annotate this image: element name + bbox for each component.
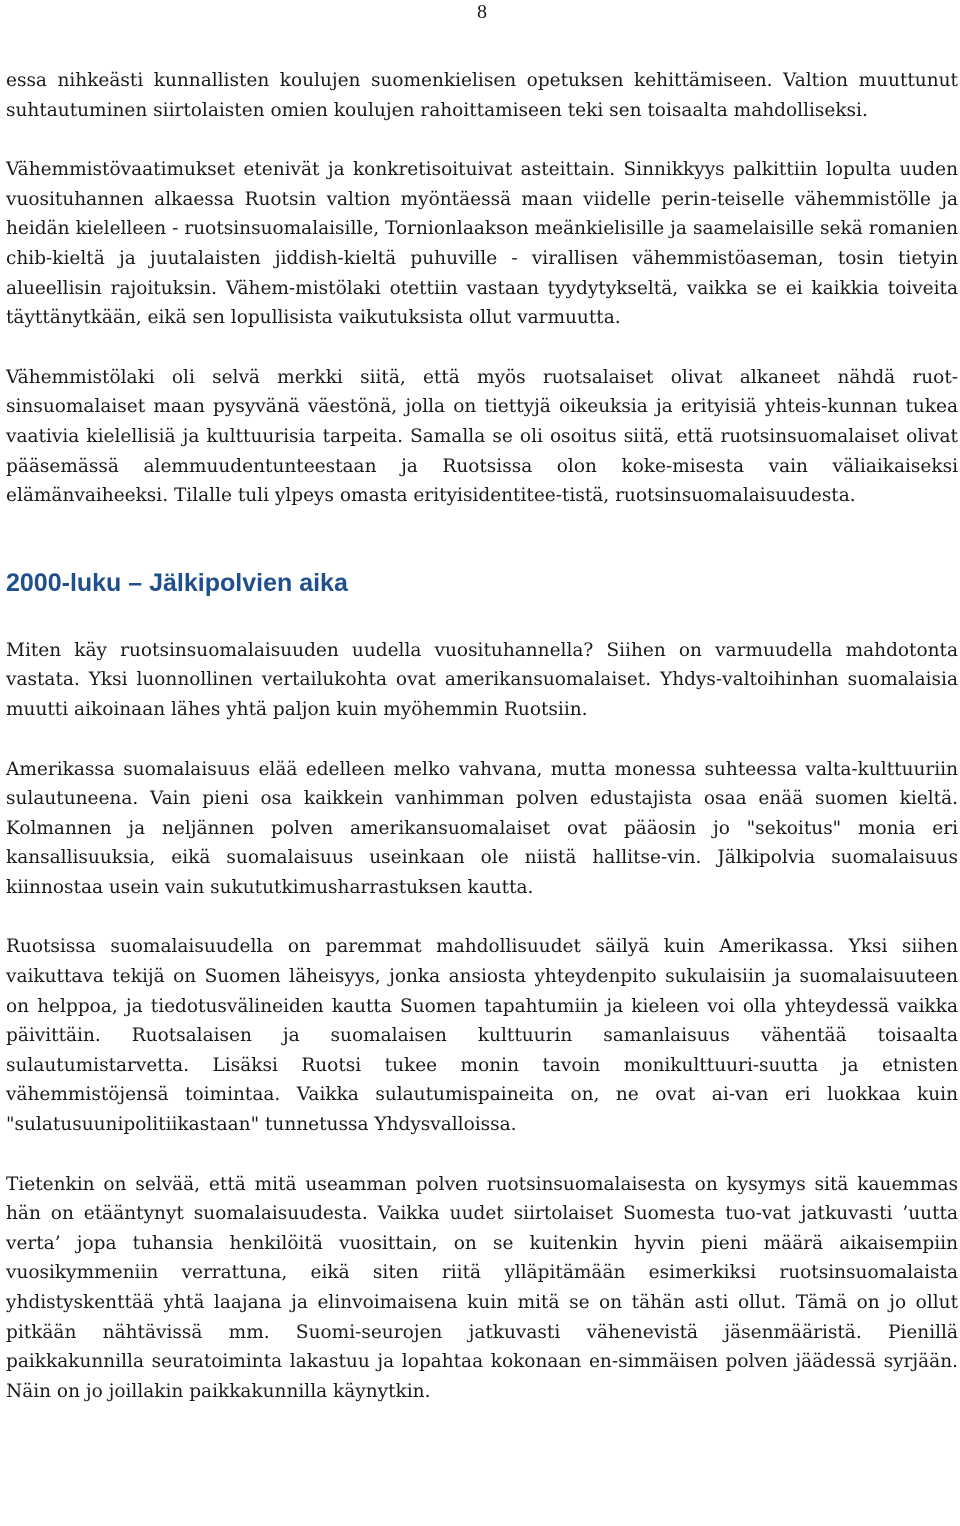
section-heading: 2000-luku – Jälkipolvien aika [6, 568, 348, 597]
paragraph-minority-status: Vähemmistövaatimukset etenivät ja konkretisoituivat asteittain. Sinnikkyys palkittiin lopulta uuden vuosituhannen alkaessa Ruotsin valtion myöntäessä maan viidelle perin-teiselle vähemmistölle ja heidän kielelleen - ruotsinsuomalaisille, Tornionlaakson meänkielisille ja saamelaisille sekä romanien chib-kieltä ja juutalaisten jiddish-kieltä puhuville - virallisen vähemmistöaseman, tosin tietyin alueellisin rajoituksin. Vähem-mistölaki otettiin vastaan tyydytykseltä, vaikka se ei kaikkia toiveita täyttänytkään, eikä sen lopullisista vaikutuksista ollut varmuutta. [6, 159, 958, 329]
paragraph-minority-law: Vähemmistölaki oli selvä merkki siitä, että myös ruotsalaiset olivat alkaneet nähdä ruot-sinsuomalaiset maan pysyvänä väestönä, jolla on tiettyjä oikeuksia ja erityisiä yhteis-kunnan tukea vaativia kielellisiä ja kulttuurisia tarpeita. Samalla se oli osoitus siitä, että ruotsinsuomalaiset olivat pääsemässä alemmuudentunteestaan ja Ruotsissa olon koke-misesta vain väliaikaiseksi elämänvaiheeksi. Tilalle tuli ylpeys omasta erityisidentitee-tistä, ruotsinsuomalaisuudesta. [6, 366, 958, 507]
paragraph-america: Amerikassa suomalaisuus elää edelleen melko vahvana, mutta monessa suhteessa valta-kulttuuriin sulautuneena. Vain pieni osa kaikkein vanhimman polven edustajista osaa enää suomen kieltä. Kolmannen ja neljännen polven amerikansuomalaiset ovat pääosin jo "sekoitus" monia eri kansallisuuksia, eikä suomalaisuus useinkaan ole niistä hallitse-vin. Jälkipolvia suomalaisuus kiinnostaa usein vain sukututkimusharrastuksen kautta. [6, 758, 958, 898]
paragraph-new-millennium: Miten käy ruotsinsuomalaisuuden uudella vuosituhannella? Siihen on varmuudella mahdotonta vastata. Yksi luonnollinen vertailukohta ovat amerikansuomalaiset. Yhdys-valtoihinhan suomalaisia muutti aikoinaan lähes yhtä paljon kuin myöhemmin Ruotsiin. [6, 639, 958, 720]
document-body [6, 66, 958, 1436]
paragraph-generations: Tietenkin on selvää, että mitä useamman polven ruotsinsuomalaisesta on kysymys sitä kauemmas hän on etääntynyt suomalaisuudesta. Vaikka uudet siirtolaiset Suomesta tuo-vat jatkuvasti ’uutta verta’ jopa tuhansia henkilöitä vuosittain, on se kuitenkin hyvin pieni määrä aikaisempiin vuosikymmeniin verrattuna, eikä siten riitä ylläpitämään esimerkiksi ruotsinsuomalaista yhdistyskenttää yhtä laajana ja elinvoimaisena kuin mitä se on tähän asti ollut. Tämä on jo ollut pitkään nähtävissä mm. Suomi-seurojen jatkuvasti vähenevistä jäsenmääristä. Pienillä paikkakunnilla seuratoiminta lakastuu ja lopahtaa kokonaan en-simmäisen polven jäädessä syrjään. Näin on jo joillakin paikkakunnilla käynytkin. [6, 1173, 958, 1402]
paragraph-school-funding: essa nihkeästi kunnallisten koulujen suomenkielisen opetuksen kehittämiseen. Valtion muuttunut suhtautuminen siirtolaisten omien koulujen rahoittamiseen teki sen toisaalta mahdolliseksi. [6, 70, 958, 121]
paragraph-sweden: Ruotsissa suomalaisuudella on paremmat mahdollisuudet säilyä kuin Amerikassa. Yksi siihen vaikuttava tekijä on Suomen läheisyys, jonka ansiosta yhteydenpito sukulaisiin ja suomalaisuuteen on helppoa, ja tiedotusvälineiden kautta Suomen tapahtumiin ja kieleen voi olla yhteydessä vaikka päivittäin. Ruotsalaisen ja suomalaisen kulttuurin samanlaisuus vähentää toisaalta sulautumistarvetta. Lisäksi Ruotsi tukee monin tavoin monikulttuuri-suutta ja etnisten vähemmistöjensä toimintaa. Vaikka sulautumispaineita on, ne ovat ai-van eri luokkaa kuin "sulatusuunipolitiikastaan" tunnetussa Yhdysvalloissa. [6, 936, 958, 1136]
page-number: 8 [477, 1, 487, 23]
